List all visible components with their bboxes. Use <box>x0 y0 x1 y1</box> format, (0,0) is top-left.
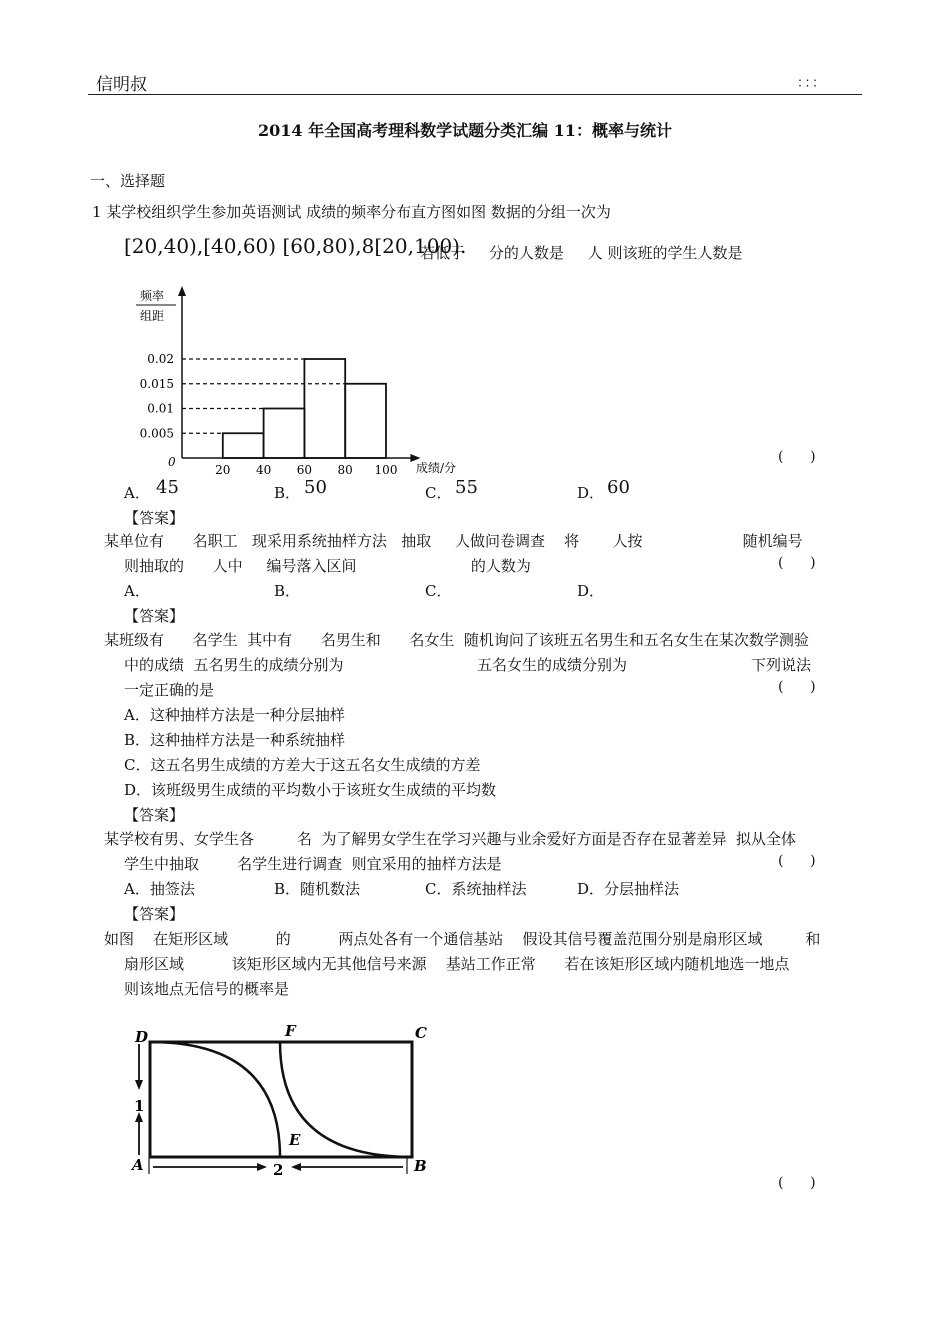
label-f: F <box>285 1022 296 1040</box>
q3-line2: 中的成绩 五名男生的成绩分别为 五名女生的成绩分别为 下列说法 <box>124 656 812 674</box>
q2-option-a: A． <box>124 582 150 600</box>
q1-option-b-label: B． <box>274 484 301 502</box>
histogram-bar <box>223 433 264 458</box>
q2-option-c: C． <box>425 582 452 600</box>
q2-answer: 【答案】 <box>124 607 185 625</box>
q1-line1: 1 某学校组织学生参加英语测试 成绩的频率分布直方图如图 数据的分组一次为 <box>92 203 611 221</box>
q3-line3: 一定正确的是 <box>124 681 215 699</box>
header-left: 信明叔 <box>96 75 147 95</box>
x-tick-label: 40 <box>255 463 272 477</box>
q1-intervals: [20,40),[40,60) [60,80),8[20,100). <box>124 234 467 258</box>
x-tick-label: 100 <box>374 463 398 477</box>
q1-option-c-label: C． <box>425 484 452 502</box>
q4-answer: 【答案】 <box>124 905 185 923</box>
q1-answer: 【答案】 <box>124 509 185 527</box>
q3-line1: 某班级有 名学生 其中有 名男生和 名女生 随机询问了该班五名男生和五名女生在某次数学测验 <box>104 631 809 649</box>
label-c: C <box>415 1024 427 1042</box>
q2-line2: 则抽取的 人中 编号落入区间 的人数为 <box>124 557 531 575</box>
histogram-bar <box>345 384 386 458</box>
histogram-bar <box>304 359 345 458</box>
histogram-bar <box>264 409 305 459</box>
q4-line2: 学生中抽取 名学生进行调查 则宜采用的抽样方法是 <box>124 855 502 873</box>
q3-option-b: B．这种抽样方法是一种系统抽样 <box>124 731 346 749</box>
q2-line1: 某单位有 名职工 现采用系统抽样方法 抽取 人做问卷调查 将 人按 随机编号 <box>104 532 803 550</box>
q1-option-d-label: D． <box>577 484 605 502</box>
arrow-right-icon <box>257 1163 267 1171</box>
x-axis-label: 成绩/分 <box>416 461 457 475</box>
q1-option-d-value: 60 <box>607 477 630 498</box>
label-e: E <box>289 1131 301 1149</box>
arrow-down-icon <box>135 1080 143 1090</box>
q2-paren: ( ) <box>778 555 816 571</box>
x-tick-label: 20 <box>215 463 231 477</box>
q1-paren: ( ) <box>778 449 816 465</box>
page-title: 2014 年全国高考理科数学试题分类汇编 11：概率与统计 <box>258 121 672 140</box>
label-d: D <box>135 1028 149 1046</box>
q3-option-d: D．该班级男生成绩的平均数小于该班女生成绩的平均数 <box>124 781 497 799</box>
q4-paren: ( ) <box>778 853 816 869</box>
q1-option-b-value: 50 <box>304 477 327 498</box>
y-label-bottom: 组距 <box>140 309 165 323</box>
label-a: A <box>132 1156 144 1174</box>
q1-option-c-value: 55 <box>455 477 478 498</box>
x-tick-label: 60 <box>296 463 313 477</box>
header-rule <box>88 94 862 95</box>
q3-paren: ( ) <box>778 679 816 695</box>
q4-option-c: C．系统抽样法 <box>425 880 527 898</box>
y-tick-label: 0.015 <box>139 376 174 391</box>
height-label: 1 <box>134 1097 145 1115</box>
q5-line3: 则该地点无信号的概率是 <box>124 980 290 998</box>
q2-option-d: D． <box>577 582 605 600</box>
arc-de <box>150 1042 280 1157</box>
q3-option-a: A．这种抽样方法是一种分层抽样 <box>124 706 345 724</box>
section-heading: 一、选择题 <box>90 172 166 190</box>
q4-option-a: A．抽签法 <box>124 880 195 898</box>
y-label-top: 频率 <box>140 289 165 303</box>
q5-paren: ( ) <box>778 1175 816 1191</box>
y-tick-label: 0.02 <box>147 352 174 366</box>
origin-label: 0 <box>168 455 176 469</box>
q2-option-b: B． <box>274 582 301 600</box>
rectangle-figure <box>125 1018 445 1183</box>
q1-line2-tail: 若低于 分的人数是 人 则该班的学生人数是 <box>420 244 743 262</box>
q1-option-a-value: 45 <box>156 477 179 498</box>
q5-line2: 扇形区域 该矩形区域内无其他信号来源 基站工作正常 若在该矩形区域内随机地选一地点 <box>124 955 790 973</box>
q4-option-b: B．随机数法 <box>274 880 361 898</box>
y-tick-label: 0.01 <box>147 401 174 416</box>
width-label: 2 <box>273 1161 284 1179</box>
q3-answer: 【答案】 <box>124 806 185 824</box>
q4-option-d: D．分层抽样法 <box>577 880 680 898</box>
y-tick-label: 0.005 <box>139 426 174 441</box>
y-axis-arrow-icon <box>178 286 186 296</box>
header-right: ：：： <box>797 76 827 91</box>
q5-line1: 如图 在矩形区域 的 两点处各有一个通信基站 假设其信号覆盖范围分别是扇形区域 和 <box>104 930 821 948</box>
x-tick-label: 80 <box>337 463 353 477</box>
histogram-chart <box>120 282 520 497</box>
q4-line1: 某学校有男、女学生各 名 为了解男女学生在学习兴趣与业余爱好方面是否存在显著差异 拟从全体 <box>104 830 796 848</box>
q3-option-c: C．这五名男生成绩的方差大于这五名女生成绩的方差 <box>124 756 481 774</box>
label-b: B <box>414 1157 427 1175</box>
arrow-left-icon <box>291 1163 301 1171</box>
q1-option-a-label: A． <box>124 484 150 502</box>
